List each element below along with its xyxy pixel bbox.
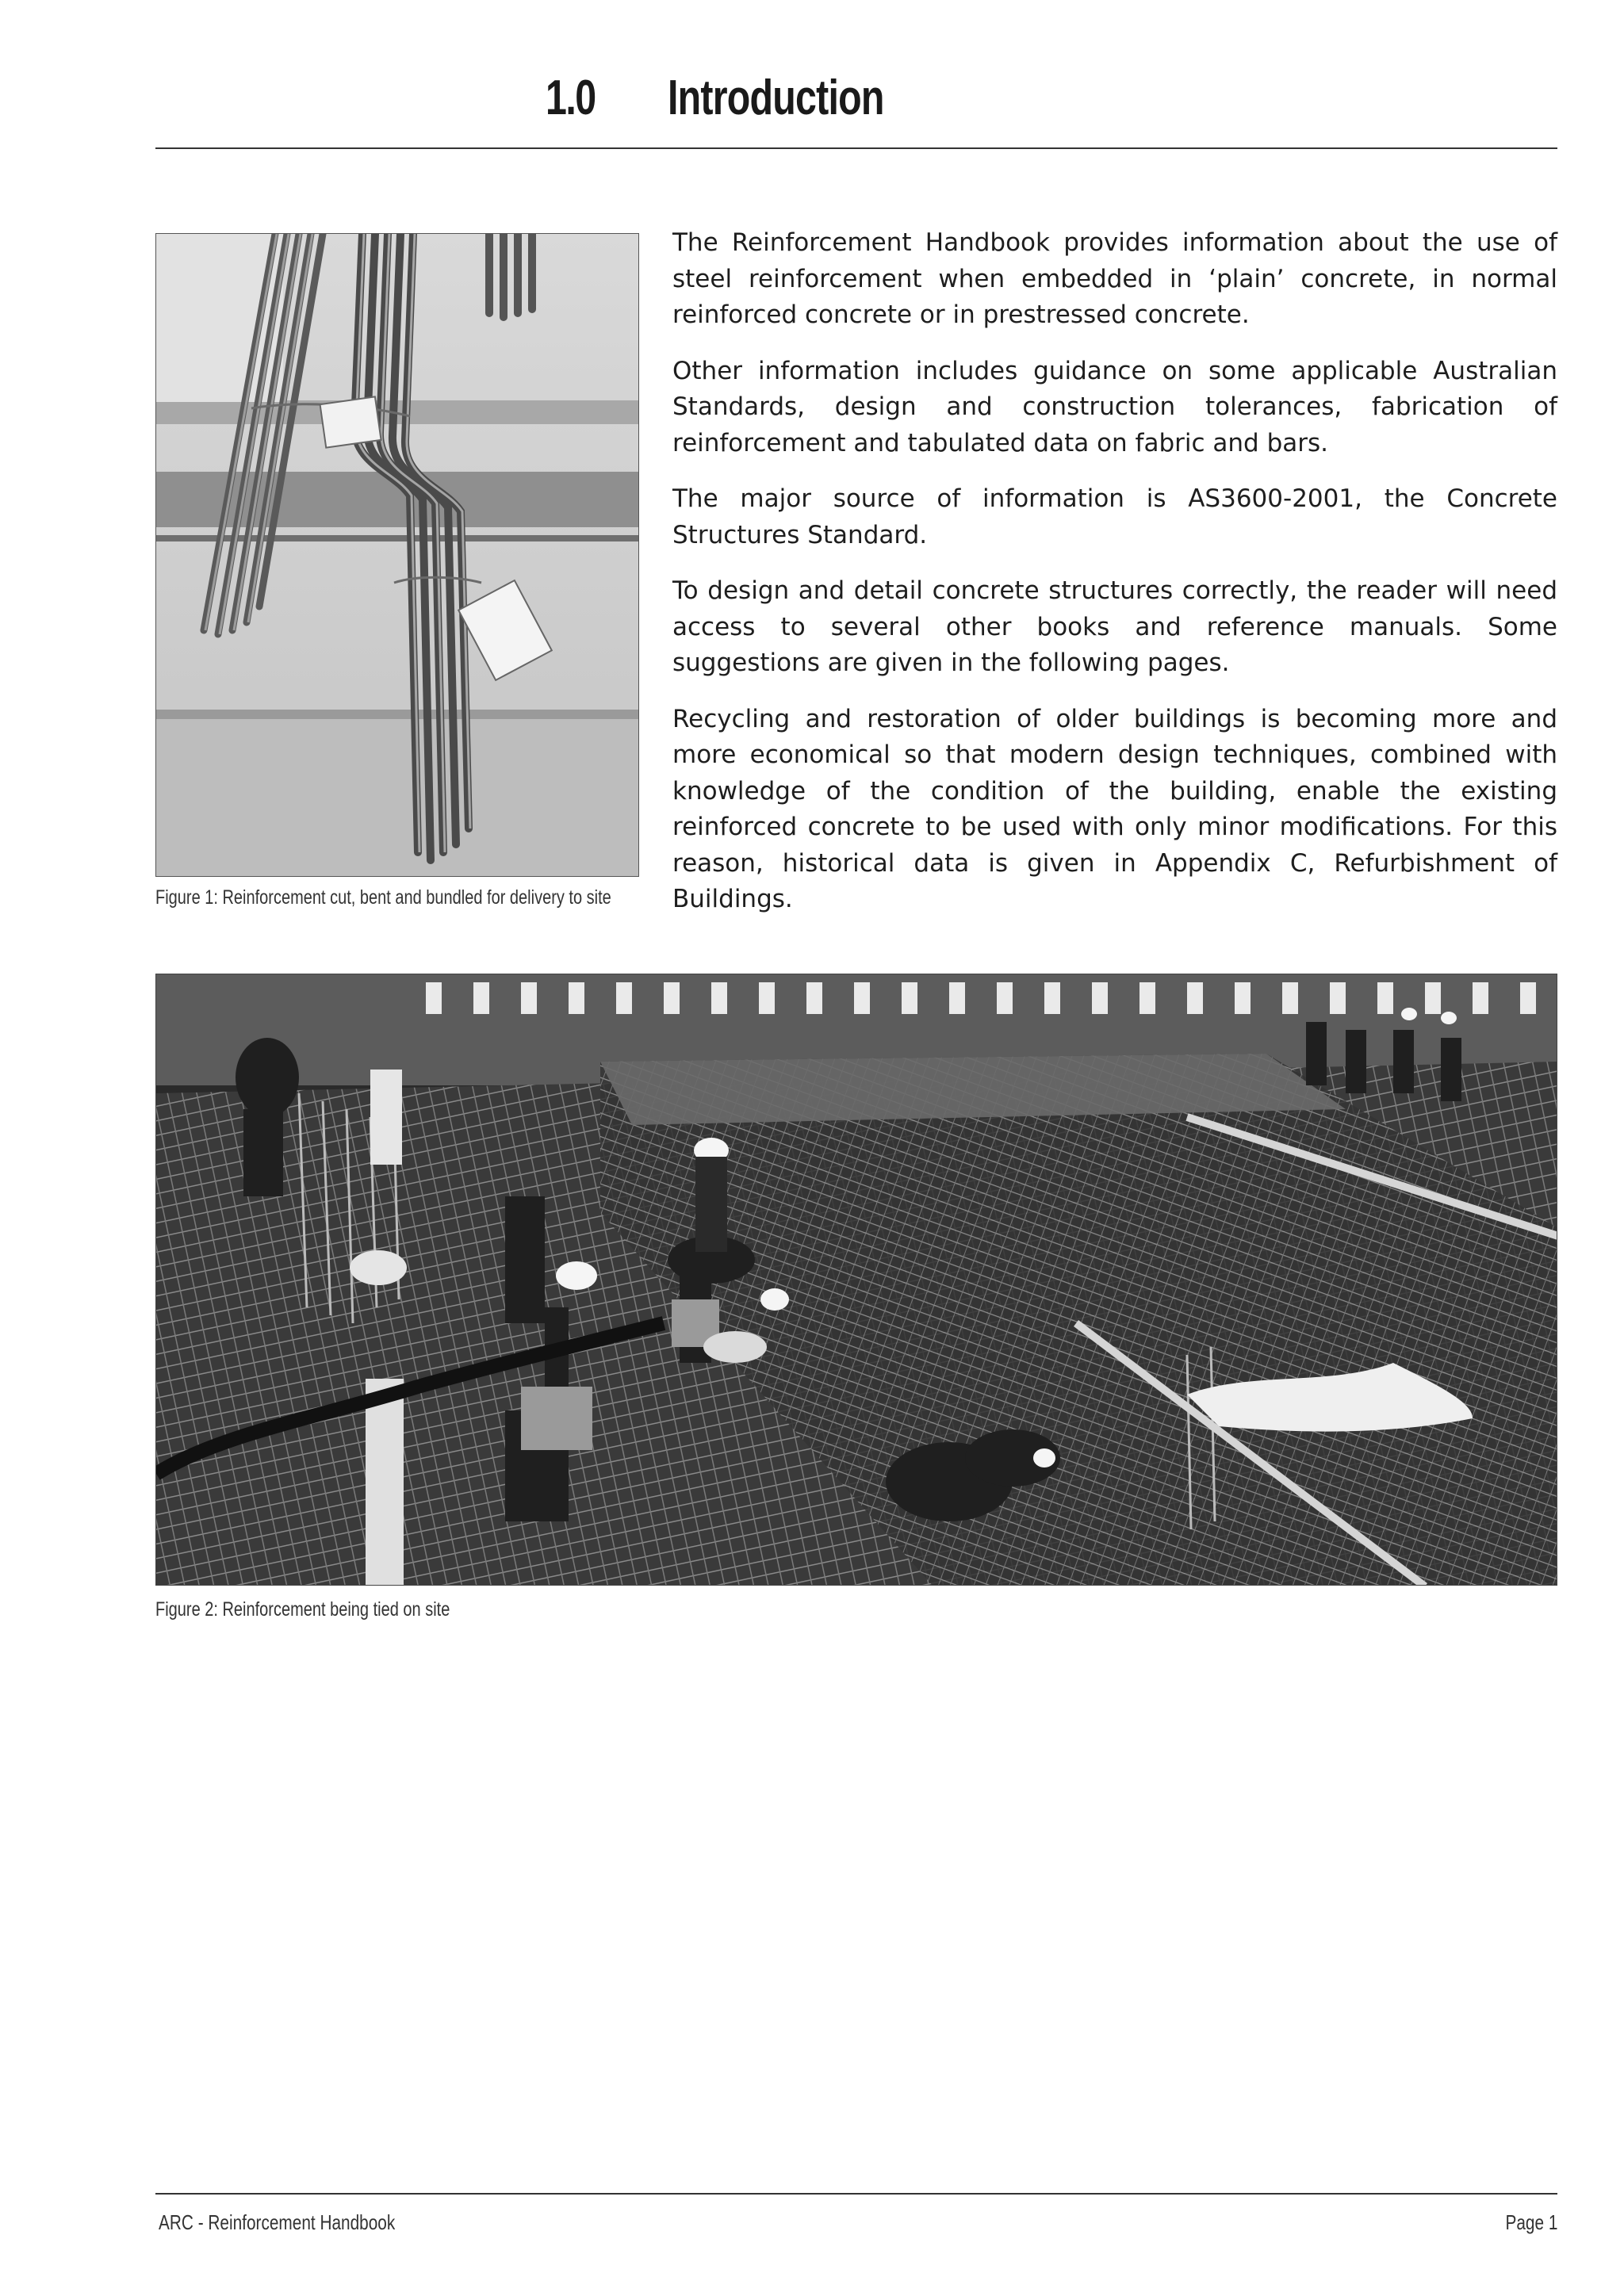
body-text (672, 225, 1557, 938)
figure-1-photo (155, 233, 639, 877)
page-number: Page 1 (1505, 2210, 1557, 2234)
site-rebar-illustration (156, 974, 1557, 1586)
paragraph: Recycling and restoration of older buildings is becoming more and more economical so that modern design techniques, combined with knowledge of the condition of the building, enable the existing reinforced concrete to be used with only minor modifications. For this reason, historical data is given in Appendix C, Refurbishment of Buildings. (672, 704, 1557, 913)
figure-2-photo (155, 974, 1557, 1586)
figure-1-caption: Figure 1: Reinforcement cut, bent and bundled for delivery to site (155, 886, 611, 909)
paragraph: To design and detail concrete structures correctly, the reader will need access to several other books and reference manuals. Some suggestions are given in the following pages. (672, 576, 1557, 677)
paragraph: Other information includes guidance on some applicable Australian Standards, design and construction tolerances, fabrication of reinforcement and tabulated data on fabric and bars. (672, 356, 1557, 457)
paragraph: The Reinforcement Handbook provides information about the use of steel reinforcement when embedded in ‘plain’ concrete, in normal reinforced concrete or in prestressed concrete. (672, 228, 1557, 329)
header-rule (155, 147, 1557, 149)
rebar-bundle-illustration (156, 234, 639, 877)
figure-2-caption: Figure 2: Reinforcement being tied on site (155, 1598, 450, 1621)
section-title: Introduction (668, 71, 884, 125)
section-heading (0, 62, 1624, 149)
paragraph: The major source of information is AS3600-2001, the Concrete Structures Standard. (672, 484, 1557, 549)
footer-title: ARC - Reinforcement Handbook (159, 2210, 396, 2234)
section-number: 1.0 (546, 71, 596, 125)
footer-rule (155, 2193, 1557, 2195)
